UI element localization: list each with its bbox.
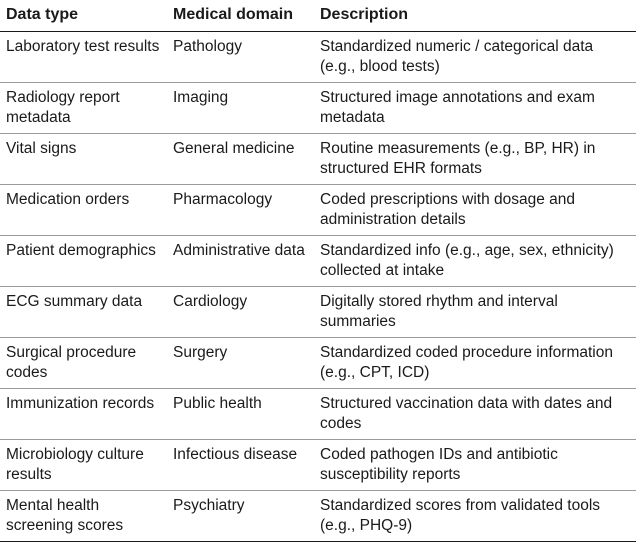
description-text: Routine measurements (e.g., BP, HR) in structured EHR formats: [320, 140, 596, 177]
table-body: [0, 32, 636, 542]
table-row: [0, 440, 636, 491]
cell-data-type: [0, 389, 167, 440]
description-text: Structured vaccination data with dates and codes: [320, 395, 613, 432]
cell-description: [314, 32, 636, 83]
cell-medical-domain: [167, 389, 314, 440]
cell-description: [314, 83, 636, 134]
cell-description: [314, 491, 636, 542]
table-row: [0, 185, 636, 236]
header-medical-domain: Medical domain: [167, 0, 314, 32]
domain-text: General medicine: [173, 140, 295, 157]
domain-text: Psychiatry: [173, 497, 245, 514]
cell-medical-domain: [167, 236, 314, 287]
data-type-text: Surgical procedure codes: [6, 344, 137, 381]
cell-description: [314, 185, 636, 236]
cell-medical-domain: [167, 32, 314, 83]
cell-data-type: [0, 83, 167, 134]
cell-medical-domain: [167, 440, 314, 491]
table-row: [0, 134, 636, 185]
cell-data-type: [0, 236, 167, 287]
table-row: [0, 32, 636, 83]
cell-medical-domain: [167, 185, 314, 236]
data-type-text: Immunization records: [6, 395, 155, 412]
domain-text: Infectious disease: [173, 446, 298, 463]
description-text: Standardized coded procedure information (e.g., CPT, ICD): [320, 344, 613, 381]
cell-data-type: [0, 440, 167, 491]
description-text: Digitally stored rhythm and interval summaries: [320, 293, 558, 330]
domain-text: Administrative data: [173, 242, 305, 259]
cell-description: [314, 134, 636, 185]
table-row: [0, 83, 636, 134]
cell-medical-domain: [167, 338, 314, 389]
header-data-type: Data type: [0, 0, 167, 32]
data-type-text: Radiology report metadata: [6, 89, 120, 126]
cell-data-type: [0, 338, 167, 389]
description-text: Coded pathogen IDs and antibiotic susceptibility reports: [320, 446, 558, 483]
domain-text: Imaging: [173, 89, 229, 106]
table-row: [0, 491, 636, 542]
cell-description: [314, 440, 636, 491]
data-type-text: Laboratory test results: [6, 38, 160, 55]
table-row: [0, 236, 636, 287]
cell-description: [314, 236, 636, 287]
description-text: Coded prescriptions with dosage and administration details: [320, 191, 576, 228]
data-type-text: Patient demographics: [6, 242, 156, 259]
domain-text: Pharmacology: [173, 191, 273, 208]
table-row: [0, 287, 636, 338]
cell-description: [314, 287, 636, 338]
data-type-text: Mental health screening scores: [6, 497, 124, 534]
table-row: [0, 338, 636, 389]
table-row: [0, 389, 636, 440]
description-text: Standardized scores from validated tools (e.g., PHQ-9): [320, 497, 601, 534]
data-type-text: Medication orders: [6, 191, 130, 208]
table-header: [0, 0, 636, 32]
description-text: Standardized info (e.g., age, sex, ethnicity) collected at intake: [320, 242, 614, 279]
domain-text: Cardiology: [173, 293, 248, 310]
cell-data-type: [0, 491, 167, 542]
header-row: [0, 0, 636, 32]
cell-description: [314, 389, 636, 440]
domain-text: Public health: [173, 395, 262, 412]
cell-medical-domain: [167, 491, 314, 542]
description-text: Structured image annotations and exam metadata: [320, 89, 595, 126]
cell-data-type: [0, 185, 167, 236]
description-text: Standardized numeric / categorical data (e.g., blood tests): [320, 38, 594, 75]
cell-data-type: [0, 134, 167, 185]
cell-data-type: [0, 32, 167, 83]
cell-medical-domain: [167, 287, 314, 338]
domain-text: Pathology: [173, 38, 242, 55]
domain-text: Surgery: [173, 344, 228, 361]
cell-medical-domain: [167, 134, 314, 185]
header-description: Description: [314, 0, 636, 32]
data-type-text: Vital signs: [6, 140, 77, 157]
cell-data-type: [0, 287, 167, 338]
data-type-text: Microbiology culture results: [6, 446, 144, 483]
cell-description: [314, 338, 636, 389]
data-type-text: ECG summary data: [6, 293, 143, 310]
cell-medical-domain: [167, 83, 314, 134]
